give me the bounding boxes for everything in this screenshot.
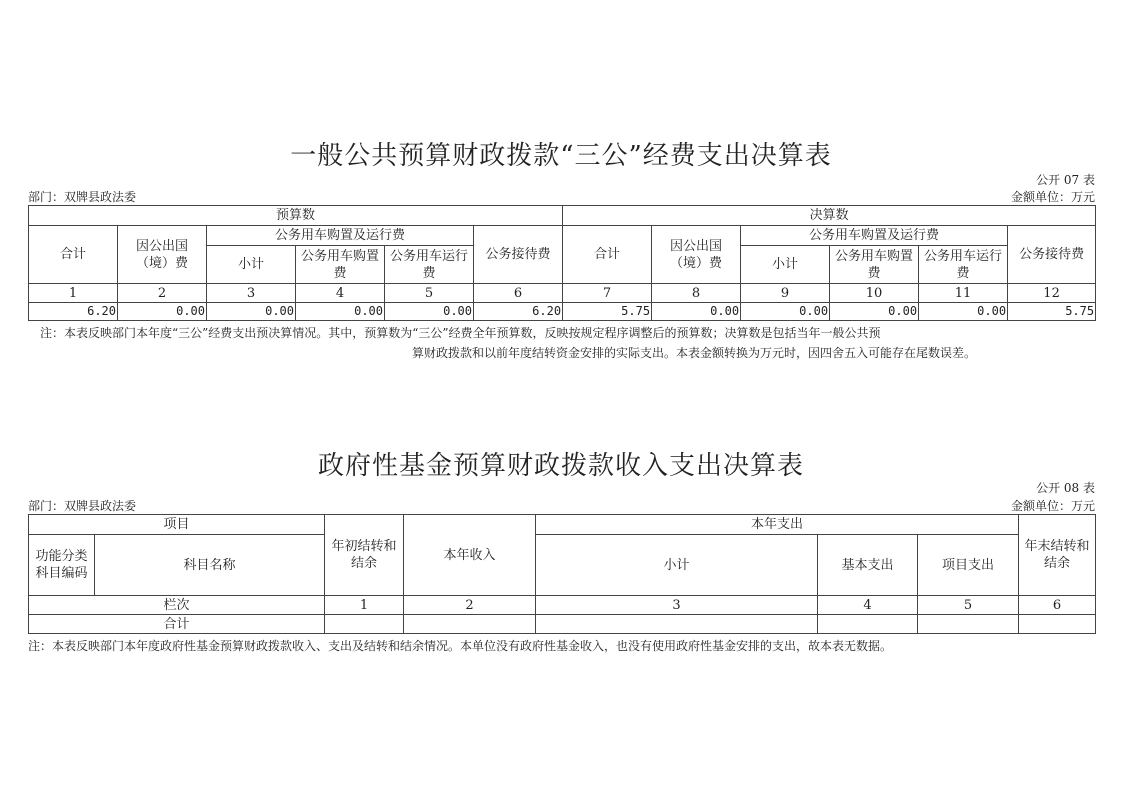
table-cell xyxy=(918,615,1019,634)
table2-total-row xyxy=(29,615,1096,634)
begin-balance-header: 年初结转和结余 xyxy=(325,515,404,596)
expense-group-header: 本年支出 xyxy=(536,515,1019,535)
budget-car-group-header: 公务用车购置及运行费 xyxy=(207,226,474,246)
table-cell xyxy=(325,615,404,634)
table2-index-row xyxy=(29,596,1096,615)
table2-header-row-2 xyxy=(29,535,1096,596)
table2-department: 部门：双牌县政法委 xyxy=(28,499,137,513)
subject-name-header: 科目名称 xyxy=(95,535,325,596)
table2-title: 政府性基金预算财政拨款收入支出决算表 xyxy=(317,451,804,481)
table-cell: 9 xyxy=(741,284,830,303)
final-header: 决算数 xyxy=(563,206,1096,226)
table1-department: 部门：双牌县政法委 xyxy=(28,190,137,204)
table-cell: 3 xyxy=(536,596,818,615)
table-cell: 1 xyxy=(325,596,404,615)
budget-subtotal-header: 小计 xyxy=(207,246,296,284)
final-subtotal-header: 小计 xyxy=(741,246,830,284)
table-cell: 6.20 xyxy=(474,303,563,321)
table-cell xyxy=(404,615,536,634)
table-cell: 3 xyxy=(207,284,296,303)
budget-reception-header: 公务接待费 xyxy=(474,226,563,284)
table1-note-line1: 注：本表反映部门本年度“三公”经费支出预决算情况。其中，预算数为“三公”经费全年预算数，反映按规定程序调整后的预算数；决算数是包括当年一般公共预 xyxy=(40,326,881,340)
table-cell xyxy=(1019,615,1096,634)
table-cell xyxy=(536,615,818,634)
table1-note-line2: 算财政拨款和以前年度结转资金安排的实际支出。本表金额转换为万元时，因四舍五入可能存在尾数误差。 xyxy=(412,346,977,360)
end-balance-header: 年末结转和结余 xyxy=(1019,515,1096,596)
table-cell: 7 xyxy=(563,284,652,303)
table-cell: 0.00 xyxy=(652,303,741,321)
table-cell: 0.00 xyxy=(385,303,474,321)
table1-values-row xyxy=(29,303,1096,321)
table2-unit: 金额单位：万元 xyxy=(1010,499,1095,513)
table-cell: 栏次 xyxy=(29,596,325,615)
expense-subtotal-header: 小计 xyxy=(536,535,818,596)
final-reception-header: 公务接待费 xyxy=(1008,226,1096,284)
table1-unit: 金额单位：万元 xyxy=(1010,190,1095,204)
table-cell: 2 xyxy=(118,284,207,303)
table1-header-row-1 xyxy=(29,226,1096,246)
table2-code: 公开 08 表 xyxy=(1036,481,1095,495)
project-expense-header: 项目支出 xyxy=(918,535,1019,596)
table-cell: 6 xyxy=(1019,596,1096,615)
final-abroad-header: 因公出国（境）费 xyxy=(652,226,741,284)
final-car-run-header: 公务用车运行费 xyxy=(919,246,1008,284)
table-cell: 10 xyxy=(830,284,919,303)
table-cell: 5 xyxy=(918,596,1019,615)
table-cell xyxy=(818,615,918,634)
budget-abroad-header: 因公出国（境）费 xyxy=(118,226,207,284)
table-cell: 4 xyxy=(818,596,918,615)
table1-index-row xyxy=(29,284,1096,303)
table-cell: 0.00 xyxy=(296,303,385,321)
table-cell: 8 xyxy=(652,284,741,303)
func-code-header: 功能分类科目编码 xyxy=(29,535,95,596)
table-cell: 合计 xyxy=(29,615,325,634)
table-cell: 0.00 xyxy=(919,303,1008,321)
table-cell: 6 xyxy=(474,284,563,303)
table1-code: 公开 07 表 xyxy=(1036,173,1095,187)
budget-header: 预算数 xyxy=(29,206,563,226)
item-header: 项目 xyxy=(29,515,325,535)
table-cell: 5.75 xyxy=(1008,303,1096,321)
table-cell: 0.00 xyxy=(741,303,830,321)
table1-group-header-row xyxy=(29,206,1096,226)
table-cell: 6.20 xyxy=(29,303,118,321)
final-total-header: 合计 xyxy=(563,226,652,284)
table-cell: 5 xyxy=(385,284,474,303)
table1-title: 一般公共预算财政拨款“三公”经费支出决算表 xyxy=(290,141,832,171)
budget-car-run-header: 公务用车运行费 xyxy=(385,246,474,284)
table-cell: 0.00 xyxy=(118,303,207,321)
final-car-buy-header: 公务用车购置费 xyxy=(830,246,919,284)
budget-total-header: 合计 xyxy=(29,226,118,284)
table-cell: 11 xyxy=(919,284,1008,303)
final-car-group-header: 公务用车购置及运行费 xyxy=(741,226,1008,246)
table2-note: 注：本表反映部门本年度政府性基金预算财政拨款收入、支出及结转和结余情况。本单位没有政府性基金收入，也没有使用政府性基金安排的支出，故本表无数据。 xyxy=(28,639,893,653)
table-cell: 4 xyxy=(296,284,385,303)
table-cell: 0.00 xyxy=(207,303,296,321)
budget-car-buy-header: 公务用车购置费 xyxy=(296,246,385,284)
table-cell: 0.00 xyxy=(830,303,919,321)
table2-header-row-1 xyxy=(29,515,1096,535)
table-cell: 12 xyxy=(1008,284,1096,303)
table2-gov-fund xyxy=(28,514,1096,634)
income-header: 本年收入 xyxy=(404,515,536,596)
table-cell: 5.75 xyxy=(563,303,652,321)
table1-three-public-expenses xyxy=(28,205,1096,321)
table-cell: 2 xyxy=(404,596,536,615)
table-cell: 1 xyxy=(29,284,118,303)
basic-expense-header: 基本支出 xyxy=(818,535,918,596)
